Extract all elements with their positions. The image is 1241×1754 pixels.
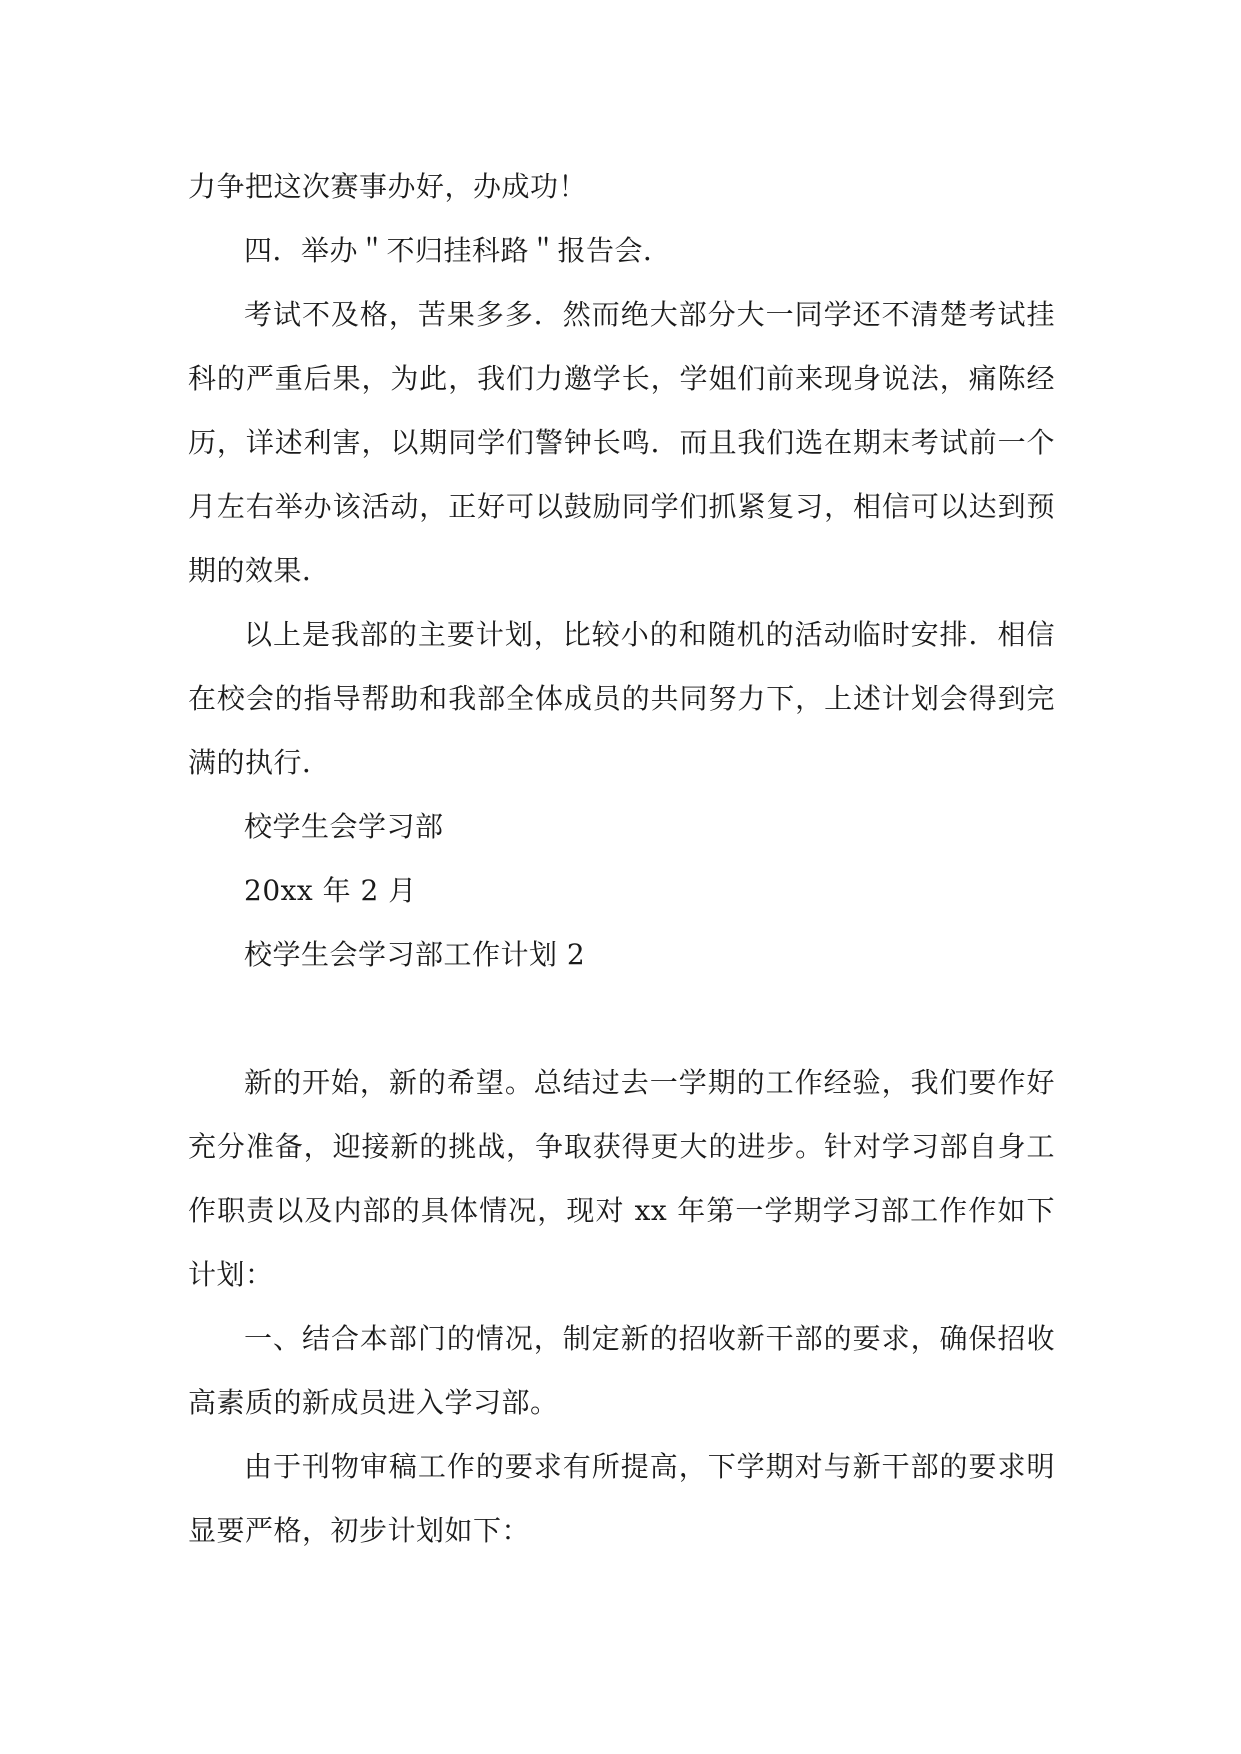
signature-date: 20xx 年 2 月 [244, 874, 417, 907]
section-title-plan-2: 校学生会学习部工作计划 2 [244, 938, 586, 971]
paragraph-continuation: 力争把这次赛事办好，办成功！ [188, 170, 588, 203]
signature-department: 校学生会学习部 [244, 810, 444, 843]
section-heading-four: 四．举办＂不归挂科路＂报告会． [244, 234, 672, 267]
paragraph-exam-consequences: 考试不及格，苦果多多．然而绝大部分大一同学还不清楚考试挂科的严重后果，为此，我们力邀学长，学姐们前来现身说法，痛陈经历，详述利害，以期同学们警钟长鸣．而且我们选在期末考试前一个月左右举办该活动，正好可以鼓励同学们抓紧复习，相信可以达到预期的效果． [188, 298, 1055, 587]
document-body [188, 155, 1055, 1563]
paragraph-item-one: 一、结合本部门的情况，制定新的招收新干部的要求，确保招收高素质的新成员进入学习部。 [188, 1322, 1055, 1419]
paragraph-new-beginning: 新的开始，新的希望。总结过去一学期的工作经验，我们要作好充分准备，迎接新的挑战，争取获得更大的进步。针对学习部自身工作职责以及内部的具体情况，现对 xx 年第一学期学习部工作作如下计划： [188, 1066, 1055, 1291]
blank-line [188, 987, 1055, 1051]
paragraph-review-requirements: 由于刊物审稿工作的要求有所提高，下学期对与新干部的要求明显要严格，初步计划如下： [188, 1450, 1055, 1547]
paragraph-plan-summary: 以上是我部的主要计划，比较小的和随机的活动临时安排．相信在校会的指导帮助和我部全体成员的共同努力下，上述计划会得到完满的执行． [188, 618, 1055, 779]
